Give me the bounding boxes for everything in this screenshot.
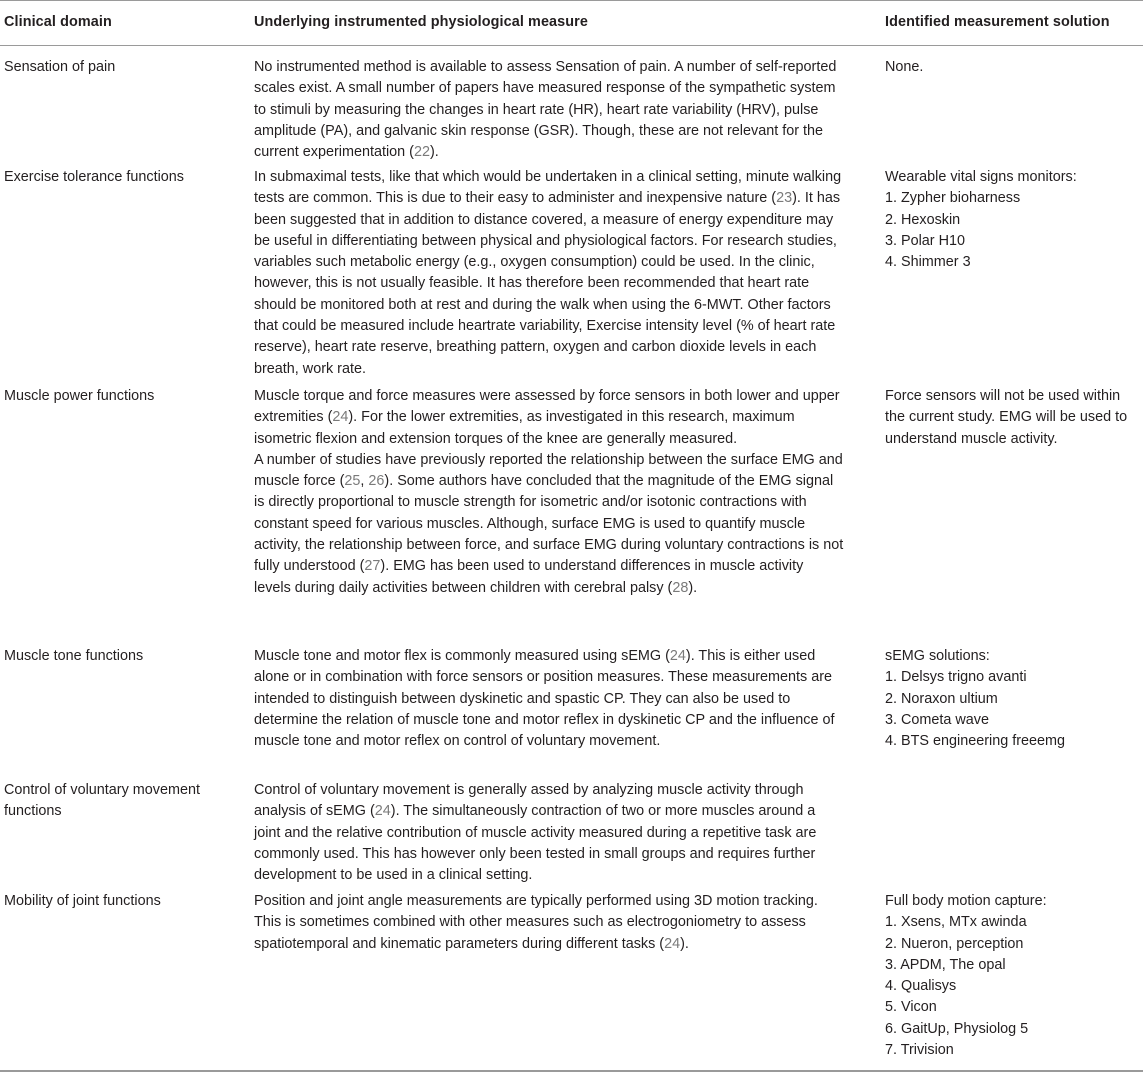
solution-title: Full body motion capture: xyxy=(885,893,1047,909)
list-item: 3. APDM, The opal xyxy=(885,956,1006,973)
solution-list xyxy=(885,667,1141,752)
header-physiological-measure: Underlying instrumented physiological measure xyxy=(254,14,588,30)
list-item: 4. Shimmer 3 xyxy=(885,254,971,271)
list-item: 6. GaitUp, Physiolog 5 xyxy=(885,1020,1029,1037)
list-item: 1. Delsys trigno avanti xyxy=(885,669,1027,686)
citation-link[interactable]: 24 xyxy=(374,803,391,820)
row-6-solution xyxy=(885,891,1141,1061)
list-item: 1. Zypher bioharness xyxy=(885,190,1021,207)
list-item: 2. Noraxon ultium xyxy=(885,690,998,707)
list-item: 4. Qualisys xyxy=(885,978,957,995)
solution-list xyxy=(885,188,1141,273)
row-5-measure: Control of voluntary movement is generally assed by analyzing muscle activity through analysis of sEMG (24). The simultaneously contraction of two or more muscles around a joint and the relative contribution of muscle activity measured during a repetitive task are commonly used. This has however only been tested in small groups and requires further development to be used in a clinical setting. xyxy=(254,782,817,884)
row-3-domain: Muscle power functions xyxy=(4,388,155,404)
row-3-measure xyxy=(254,386,844,599)
solution-title: Wearable vital signs monitors: xyxy=(885,169,1077,185)
header-measurement-solution: Identified measurement solution xyxy=(885,14,1110,30)
list-item: 1. Xsens, MTx awinda xyxy=(885,914,1027,931)
row-1-measure: No instrumented method is available to assess Sensation of pain. A number of self-reported scales exist. A small number of papers have measured response of the sympathetic system to stimuli by measuring the changes in heart rate (HR), heart rate variability (HRV), pulse amplitude (PA), and galvanic skin response (GSR). Though, these are not relevant for the current experimentation (22). xyxy=(254,59,837,161)
list-item: 3. Polar H10 xyxy=(885,232,965,249)
table-bottom-rule xyxy=(0,1070,1143,1072)
row-3-solution: Force sensors will not be used within the current study. EMG will be used to understand muscle activity. xyxy=(885,388,1128,447)
measure-paragraph: Muscle torque and force measures were assessed by force sensors in both lower and upper extremities (24). For the lower extremities, as investigated in this research, maximum isometric flexion and extension torques of the knee are generally measured. xyxy=(254,388,840,447)
list-item: 7. Trivision xyxy=(885,1042,954,1059)
list-item: 5. Vicon xyxy=(885,999,937,1016)
citation-link[interactable]: 24 xyxy=(664,935,681,952)
list-item: 2. Hexoskin xyxy=(885,211,961,228)
row-4-domain: Muscle tone functions xyxy=(4,648,144,664)
row-1-domain: Sensation of pain xyxy=(4,59,116,75)
citation-link[interactable]: 24 xyxy=(332,409,349,426)
row-2-measure: In submaximal tests, like that which would be undertaken in a clinical setting, minute walking tests are common. This is due to their easy to administer and inexpensive nature (23). It has been suggested that in addition to distance covered, a measure of energy expenditure may be useful in differentiating between physical and physiological factors. For research studies, variables such metabolic energy (e.g., oxygen consumption) could be used. In the clinic, however, this is not usually feasible. It has therefore been recommended that heart rate should be monitored both at rest and during the walk when using the 6-MWT. Other factors that could be measured include heartrate variability, Exercise intensity level (% of heart rate reserve), heart rate reserve, breathing pattern, oxygen and carbon dioxide levels in each breath, work rate. xyxy=(254,169,842,377)
row-5-domain: Control of voluntary movement functions xyxy=(4,782,200,820)
citation-link[interactable]: 25 xyxy=(344,473,361,490)
header-rule xyxy=(0,45,1143,46)
citation-link[interactable]: 23 xyxy=(776,190,793,207)
row-2-domain: Exercise tolerance functions xyxy=(4,169,184,185)
citation-link[interactable]: 28 xyxy=(672,579,689,596)
measure-paragraph: A number of studies have previously reported the relationship between the surface EMG and muscle force (25, 26). Some authors have concluded that the magnitude of the EMG signal is directly proportional to muscle strength for isometric and/or isotonic contractions with constant speed for various muscles. Although, surface EMG is used to quantify muscle activity, the relationship between force, and surface EMG during voluntary contractions is not fully understood (27). EMG has been used to understand differences in muscle activity levels during daily activities between children with cerebral palsy (28). xyxy=(254,451,844,596)
row-6-measure: Position and joint angle measurements are typically performed using 3D motion tracking. This is sometimes combined with other measures such as electrogoniometry to assess spatiotemporal and kinematic parameters during different tasks (24). xyxy=(254,893,818,952)
list-item: 2. Nueron, perception xyxy=(885,935,1024,952)
row-2-solution xyxy=(885,167,1141,273)
row-6-domain: Mobility of joint functions xyxy=(4,893,161,909)
citation-link[interactable]: 24 xyxy=(669,648,686,664)
row-4-solution xyxy=(885,646,1141,752)
citation-link[interactable]: 22 xyxy=(413,144,430,161)
citation-link[interactable]: 27 xyxy=(364,558,381,575)
citation-link[interactable]: 26 xyxy=(368,473,385,490)
solution-title: sEMG solutions: xyxy=(885,648,990,664)
solution-list xyxy=(885,912,1141,1061)
table-top-rule xyxy=(0,0,1143,1)
list-item: 4. BTS engineering freeemg xyxy=(885,733,1065,750)
header-clinical-domain: Clinical domain xyxy=(4,14,112,30)
list-item: 3. Cometa wave xyxy=(885,711,989,728)
row-1-solution: None. xyxy=(885,59,924,75)
row-4-measure: Muscle tone and motor flex is commonly measured using sEMG (24). This is either used alone or in combination with force sensors or position measures. These measurements are intended to distinguish between dyskinetic and spastic CP. They can also be used to determine the relation of muscle tone and motor reflex in dyskinetic CP and the influence of muscle tone and motor reflex on control of voluntary movement. xyxy=(254,648,835,750)
